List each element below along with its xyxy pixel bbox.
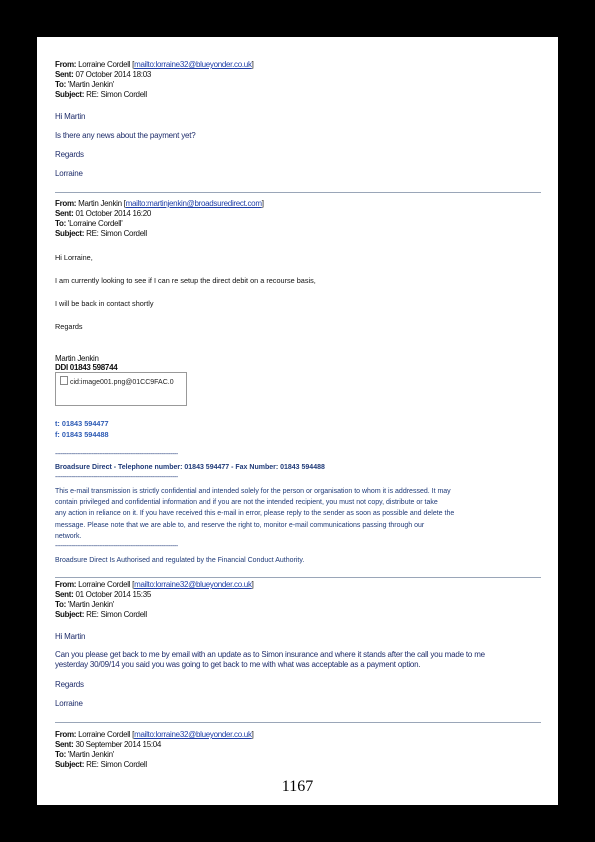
email2-fax: f: 01843 594488 <box>55 430 109 439</box>
email2-header: From: Martin Jenkin [mailto:martinjenkin@broadsuredirect.com] Sent: 01 October 2014 16:20 To: 'Lorraine Cordell' Subject: RE: Simon Cordell <box>55 199 264 238</box>
divider <box>55 577 541 578</box>
document-page <box>37 37 558 805</box>
company-line: Broadsure Direct - Telephone number: 01843 594477 - Fax Number: 01843 594488 <box>55 464 325 471</box>
email1-signature: Lorraine <box>55 169 83 178</box>
broken-image-icon <box>60 376 68 385</box>
email4-header: From: Lorraine Cordell [mailto:lorraine32@blueyonder.co.uk] Sent: 30 September 2014 15:04 To: 'Martin Jenkin' Subject: RE: Simon Cordell <box>55 730 254 769</box>
email1-from-link[interactable]: mailto:lorraine32@blueyonder.co.uk <box>134 60 252 69</box>
email1-header: From: Lorraine Cordell [mailto:lorraine32@blueyonder.co.uk] Sent: 07 October 2014 18:03 To: 'Martin Jenkin' Subject: RE: Simon Cordell <box>55 60 254 99</box>
dash-separator: ------------------------------------------------------------------- <box>55 543 178 550</box>
email4-from-link[interactable]: mailto:lorraine32@blueyonder.co.uk <box>134 730 252 739</box>
email2-closing: Regards <box>55 322 83 331</box>
dash-separator: ------------------------------------------------------------------- <box>55 474 178 481</box>
email3-header: From: Lorraine Cordell [mailto:lorraine32@blueyonder.co.uk] Sent: 01 October 2014 15:35 To: 'Martin Jenkin' Subject: RE: Simon Cordell <box>55 580 254 619</box>
email2-tel: t: 01843 594477 <box>55 419 109 428</box>
email2-sig-name: Martin Jenkin <box>55 354 99 363</box>
email1-body: Is there any news about the payment yet? <box>55 131 196 140</box>
disclaimer: This e-mail transmission is strictly confidential and intended solely for the person or organisation to whom it is addressed. It may contain privileged and confidential information and if you are not the intended recipient, you must not copy, distribute or take any action in reliance on it. If you have received this e-mail in error, please reply to the sender as soon as possible and delete the message. Please note that we are able to, and reserve the right to, monitor e-mail communications passing through our network. <box>55 488 455 540</box>
email3-greeting: Hi Martin <box>55 632 86 641</box>
email3-from-link[interactable]: mailto:lorraine32@blueyonder.co.uk <box>134 580 252 589</box>
email2-line1: I am currently looking to see if I can re setup the direct debit on a recourse basis, <box>55 276 316 285</box>
divider <box>55 722 541 723</box>
broken-image-placeholder: cid:image001.png@01CC9FAC.0 <box>55 372 187 406</box>
dash-separator: ------------------------------------------------------------------- <box>55 451 178 458</box>
fca-line: Broadsure Direct Is Authorised and regulated by the Financial Conduct Authority. <box>55 557 305 564</box>
page-number: 1167 <box>281 778 314 795</box>
email3-signature: Lorraine <box>55 699 83 708</box>
email2-greeting: Hi Lorraine, <box>55 253 93 262</box>
email2-line2: I will be back in contact shortly <box>55 299 154 308</box>
email3-body: Can you please get back to me by email with an update as to Simon insurance and where it stands after the call you made to me yesterday 30/09/14 you said you was going to get back to me with what was acceptable as a payment option. <box>55 650 485 669</box>
email2-sig-ddi: DDI 01843 598744 <box>55 363 118 372</box>
email1-closing: Regards <box>55 150 84 159</box>
email2-from-link[interactable]: mailto:martinjenkin@broadsuredirect.com <box>125 199 262 208</box>
email3-closing: Regards <box>55 680 84 689</box>
divider <box>55 192 541 193</box>
email1-greeting: Hi Martin <box>55 112 86 121</box>
